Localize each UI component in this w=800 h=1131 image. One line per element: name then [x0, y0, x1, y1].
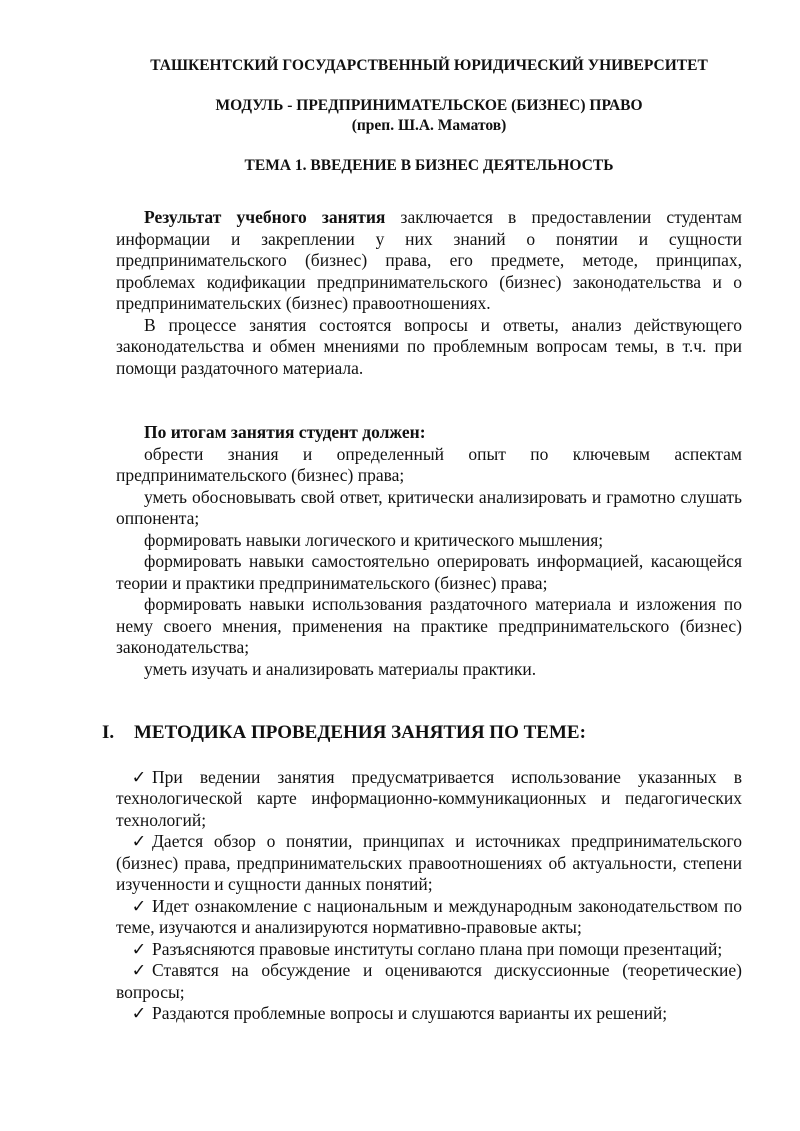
- outcome-item: формировать навыки самостоятельно оперировать информацией, касающейся теории и практики предпринимательского (бизнес) права;: [116, 551, 742, 593]
- methodology-item: [116, 1003, 742, 1025]
- section-number: I.: [102, 722, 115, 743]
- intro-paragraph-2: В процессе занятия состоятся вопросы и ответы, анализ действующего законодательства и обмен мнениями по проблемным вопросам темы, в т.ч. при помощи раздаточного материала.: [116, 314, 742, 378]
- intro-paragraph-1-text: заключается в предоставлении студентам информации и закреплении у них знаний о понятии и сущности предпринимательского (бизнес) права, его предмете, методе, принципах, проблемах кодификации предпринимательского (бизнес) законодательства и о предпринимательских (бизнес) правоотношениях.: [116, 207, 742, 313]
- topic-title: ТЕМА 1. ВВЕДЕНИЕ В БИЗНЕС ДЕЯТЕЛЬНОСТЬ: [244, 157, 614, 174]
- methodology-item-text: Дается обзор о понятии, принципах и источниках предпринимательского (бизнес) права, предпринимательских правоотношениях об актуальности, степени изученности и сущности данных понятий;: [116, 831, 742, 894]
- methodology-item-text: Ставятся на обсуждение и оцениваются дискуссионные (теоретические) вопросы;: [116, 960, 742, 1002]
- module-title: МОДУЛЬ - ПРЕДПРИНИМАТЕЛЬСКОЕ (БИЗНЕС) ПРАВО: [215, 97, 643, 114]
- outcome-item: обрести знания и определенный опыт по ключевым аспектам предпринимательского (бизнес) права;: [116, 443, 742, 485]
- outcome-item: формировать навыки использования раздаточного материала и изложения по нему своего мнения, применения на практике предпринимательского (бизнес) законодательства;: [116, 594, 742, 657]
- check-mark-icon: ✓: [131, 831, 147, 851]
- methodology-item: [116, 960, 742, 1003]
- methodology-item: [116, 767, 742, 832]
- intro-paragraph-1: [116, 207, 742, 315]
- outcome-item: уметь обосновывать свой ответ, критически анализировать и грамотно слушать оппонента;: [116, 486, 742, 528]
- methodology-item: [116, 939, 742, 961]
- methodology-item: [116, 896, 742, 939]
- university-title: ТАШКЕНТСКИЙ ГОСУДАРСТВЕННЫЙ ЮРИДИЧЕСКИЙ УНИВЕРСИТЕТ: [150, 57, 708, 74]
- methodology-item: [116, 831, 742, 896]
- check-mark-icon: ✓: [131, 895, 147, 916]
- check-mark-icon: ✓: [131, 766, 147, 787]
- outcome-item: формировать навыки логического и критического мышления;: [144, 529, 604, 550]
- intro-lead: Результат учебного занятия: [144, 207, 386, 227]
- methodology-item-text: При ведении занятия предусматривается использование указанных в технологической карте информационно-коммуникационных и педагогических технологий;: [116, 766, 742, 830]
- check-mark-icon: ✓: [131, 1003, 147, 1023]
- methodology-item-text: Идет ознакомление с национальным и международным законодательством по теме, изучаются и анализируются нормативно-правовые акты;: [116, 895, 742, 937]
- teacher-name: (преп. Ш.А. Маматов): [351, 117, 507, 134]
- check-mark-icon: ✓: [131, 938, 147, 959]
- methodology-item-text: Раздаются проблемные вопросы и слушаются варианты их решений;: [152, 1003, 668, 1023]
- check-mark-icon: ✓: [131, 960, 147, 980]
- outcome-item: уметь изучать и анализировать материалы практики.: [144, 658, 537, 679]
- methodology-item-text: Разъясняются правовые институты соглано плана при помощи презентаций;: [152, 938, 723, 959]
- section-heading: [102, 722, 742, 744]
- outcomes-heading: По итогам занятия студент должен:: [144, 422, 426, 442]
- section-title: МЕТОДИКА ПРОВЕДЕНИЯ ЗАНЯТИЯ ПО ТЕМЕ:: [134, 722, 586, 743]
